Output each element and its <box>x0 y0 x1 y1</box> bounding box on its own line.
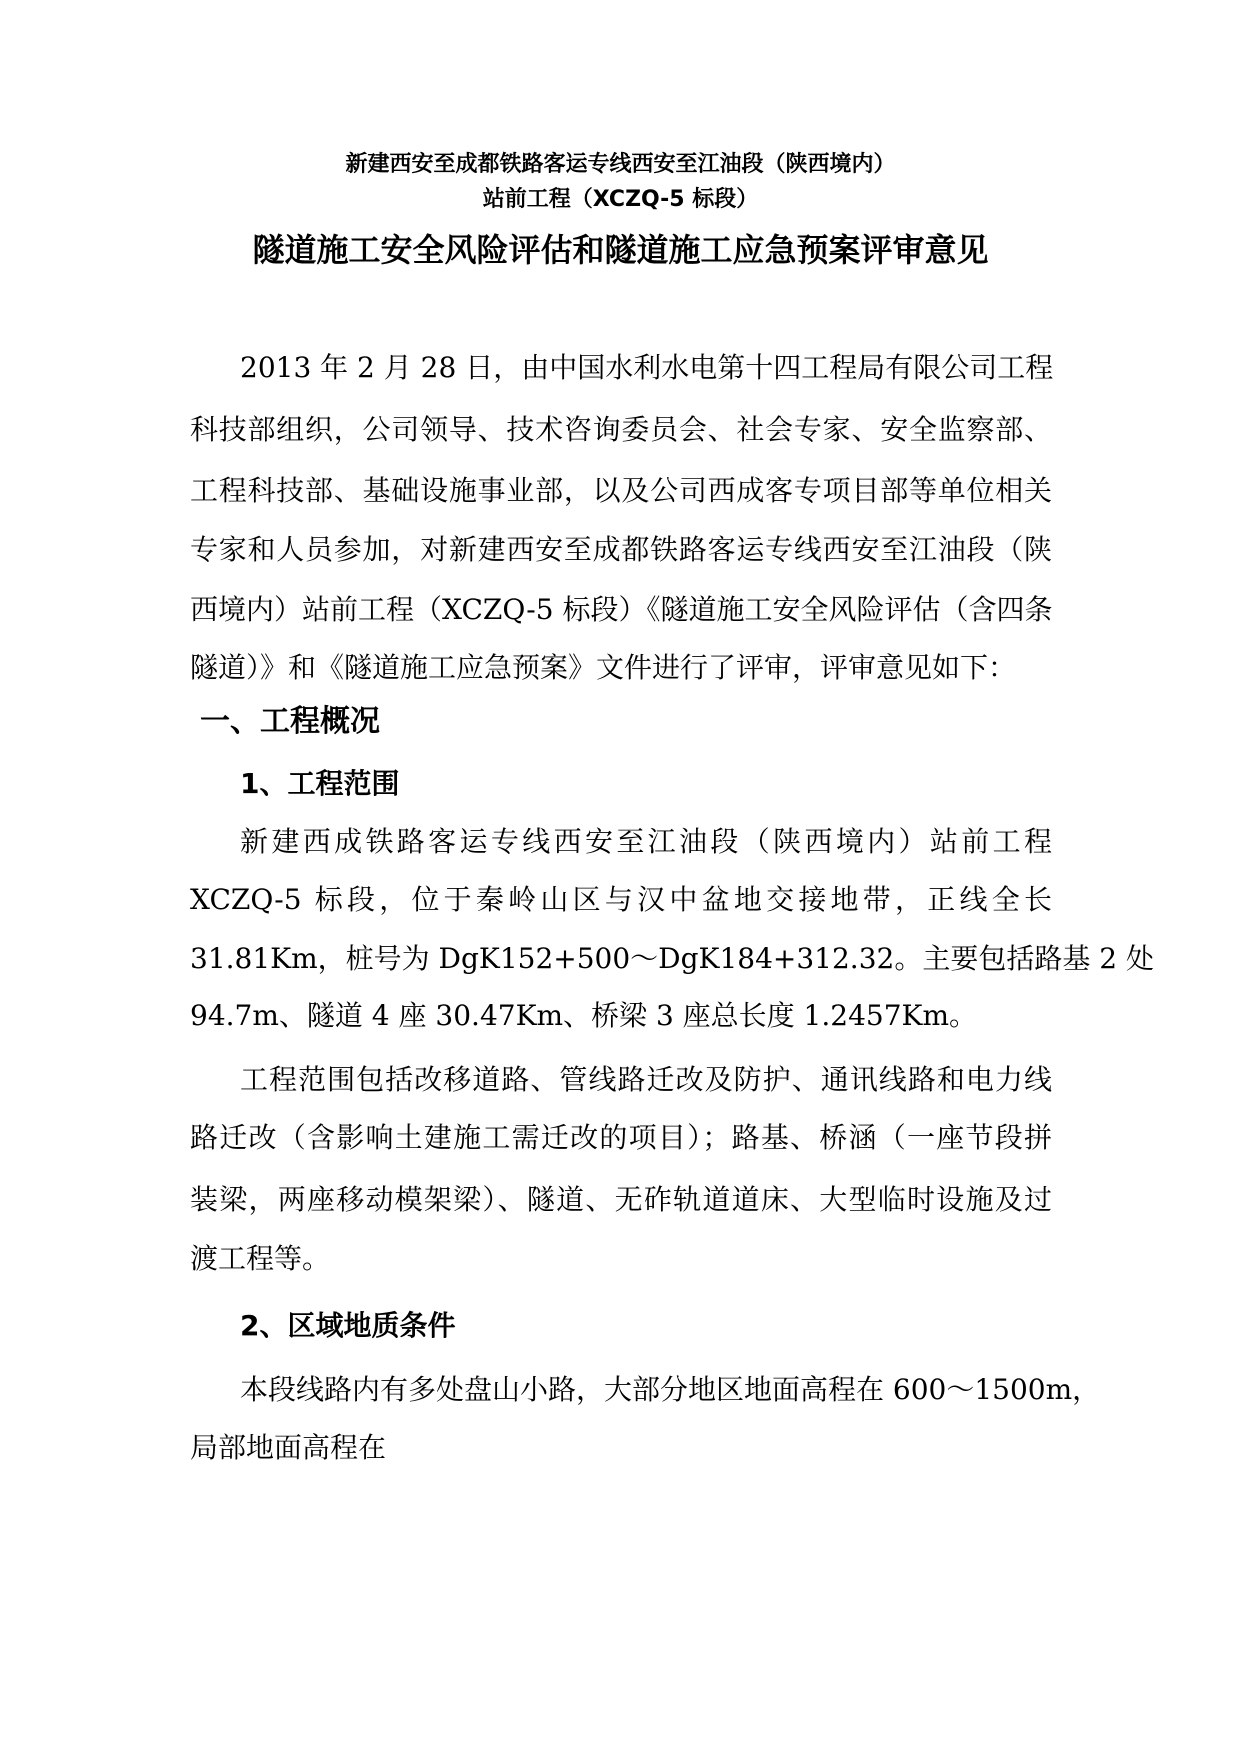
intro-line: 科技部组织，公司领导、技术咨询委员会、社会专家、安全监察部、 <box>190 413 1052 446</box>
header-line-1: 新建西安至成都铁路客运专线西安至江油段（陕西境内） <box>345 152 896 177</box>
document-title: 隧道施工安全风险评估和隧道施工应急预案评审意见 <box>252 231 989 269</box>
paragraph-line: 局部地面高程在 <box>190 1431 387 1464</box>
paragraph-line: 本段线路内有多处盘山小路，大部分地区地面高程在 600～1500m， <box>240 1373 1101 1406</box>
intro-line: 2013 年 2 月 28 日，由中国水利水电第十四工程局有限公司工程 <box>240 351 1054 384</box>
paragraph-line: 工程范围包括改移道路、管线路迁改及防护、通讯线路和电力线 <box>240 1063 1052 1096</box>
paragraph-line: 94.7m、隧道 4 座 30.47Km、桥梁 3 座总长度 1.2457Km。 <box>190 999 977 1032</box>
intro-line: 专家和人员参加，对新建西安至成都铁路客运专线西安至江油段（陕 <box>190 533 1052 566</box>
paragraph-line: XCZQ-5 标段，位于秦岭山区与汉中盆地交接地带，正线全长 <box>190 883 1052 916</box>
intro-line: 工程科技部、基础设施事业部，以及公司西成客专项目部等单位相关 <box>190 474 1052 507</box>
paragraph-line: 新建西成铁路客运专线西安至江油段（陕西境内）站前工程 <box>240 825 1052 858</box>
header-line-2: 站前工程（XCZQ-5 标段） <box>482 187 759 212</box>
paragraph-line: 装梁，两座移动模架梁）、隧道、无砟轨道道床、大型临时设施及过 <box>190 1183 1052 1216</box>
paragraph-line: 31.81Km，桩号为 DgK152+500～DgK184+312.32。主要包括路基 2 处 <box>190 942 1154 975</box>
subsection-heading: 2、区域地质条件 <box>240 1309 456 1342</box>
intro-line: 隧道）》和《隧道施工应急预案》文件进行了评审，评审意见如下： <box>190 651 1017 684</box>
intro-line: 西境内）站前工程（XCZQ-5 标段）《隧道施工安全风险评估（含四条 <box>190 593 1053 626</box>
paragraph-line: 路迁改（含影响土建施工需迁改的项目）；路基、桥涵（一座节段拼 <box>190 1121 1052 1154</box>
paragraph-line: 渡工程等。 <box>190 1242 331 1275</box>
section-heading: 一、工程概况 <box>200 704 380 739</box>
subsection-heading: 1、工程范围 <box>240 767 400 800</box>
